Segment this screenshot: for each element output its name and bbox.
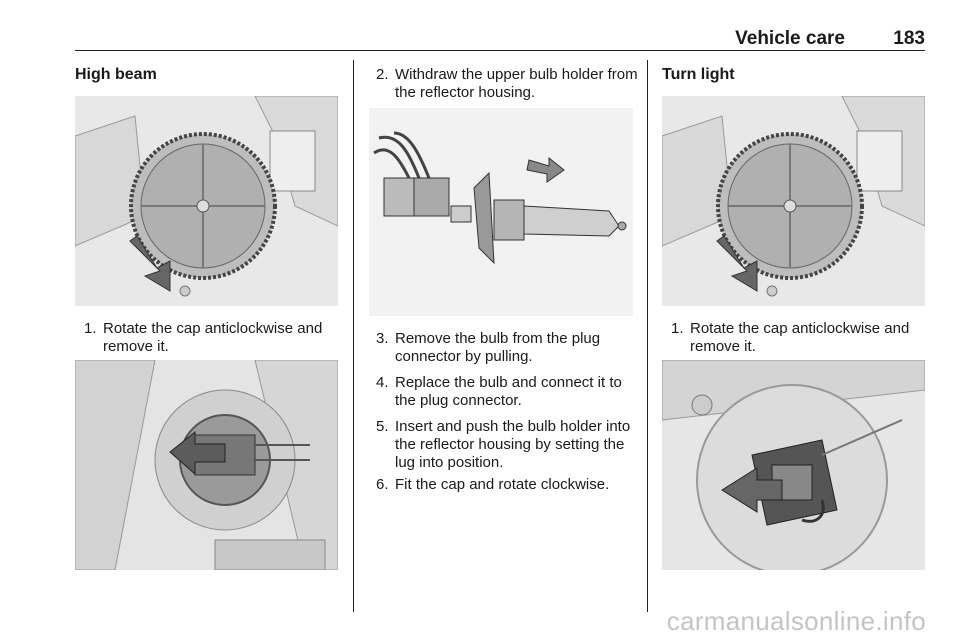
step-1-turn-light: 1. Rotate the cap anticlockwise and remove it. <box>671 320 910 355</box>
header-divider <box>75 50 925 51</box>
page-header <box>75 28 925 50</box>
step-3: 3. Remove the bulb from the plug connector by pulling. <box>376 330 601 365</box>
figure-cap-rotation-turn-light <box>662 96 925 306</box>
step-5: 5. Insert and push the bulb holder into the reflector housing by setting the lug into position. <box>376 418 631 471</box>
step-1-high-beam: 1. Rotate the cap anticlockwise and remove it. <box>84 320 323 355</box>
section-name: Vehicle care <box>735 28 845 49</box>
watermark: carmanualsonline.info <box>666 606 926 636</box>
step-4: 4. Replace the bulb and connect it to the plug connector. <box>376 374 622 409</box>
figure-withdraw-bulb <box>369 108 633 316</box>
figure-cap-rotation-high-beam <box>75 96 338 306</box>
heading-high-beam: High beam <box>75 66 157 83</box>
column-divider-left <box>353 60 354 612</box>
step-2: 2. Withdraw the upper bulb holder from the reflector housing. <box>376 66 638 101</box>
figure-bulb-holder-turn-light <box>662 360 925 570</box>
column-divider-right <box>647 60 648 612</box>
heading-turn-light: Turn light <box>662 66 735 83</box>
page-number: 183 <box>893 28 925 49</box>
step-6: 6. Fit the cap and rotate clockwise. <box>376 476 610 493</box>
figure-bulb-holder-high-beam <box>75 360 338 570</box>
